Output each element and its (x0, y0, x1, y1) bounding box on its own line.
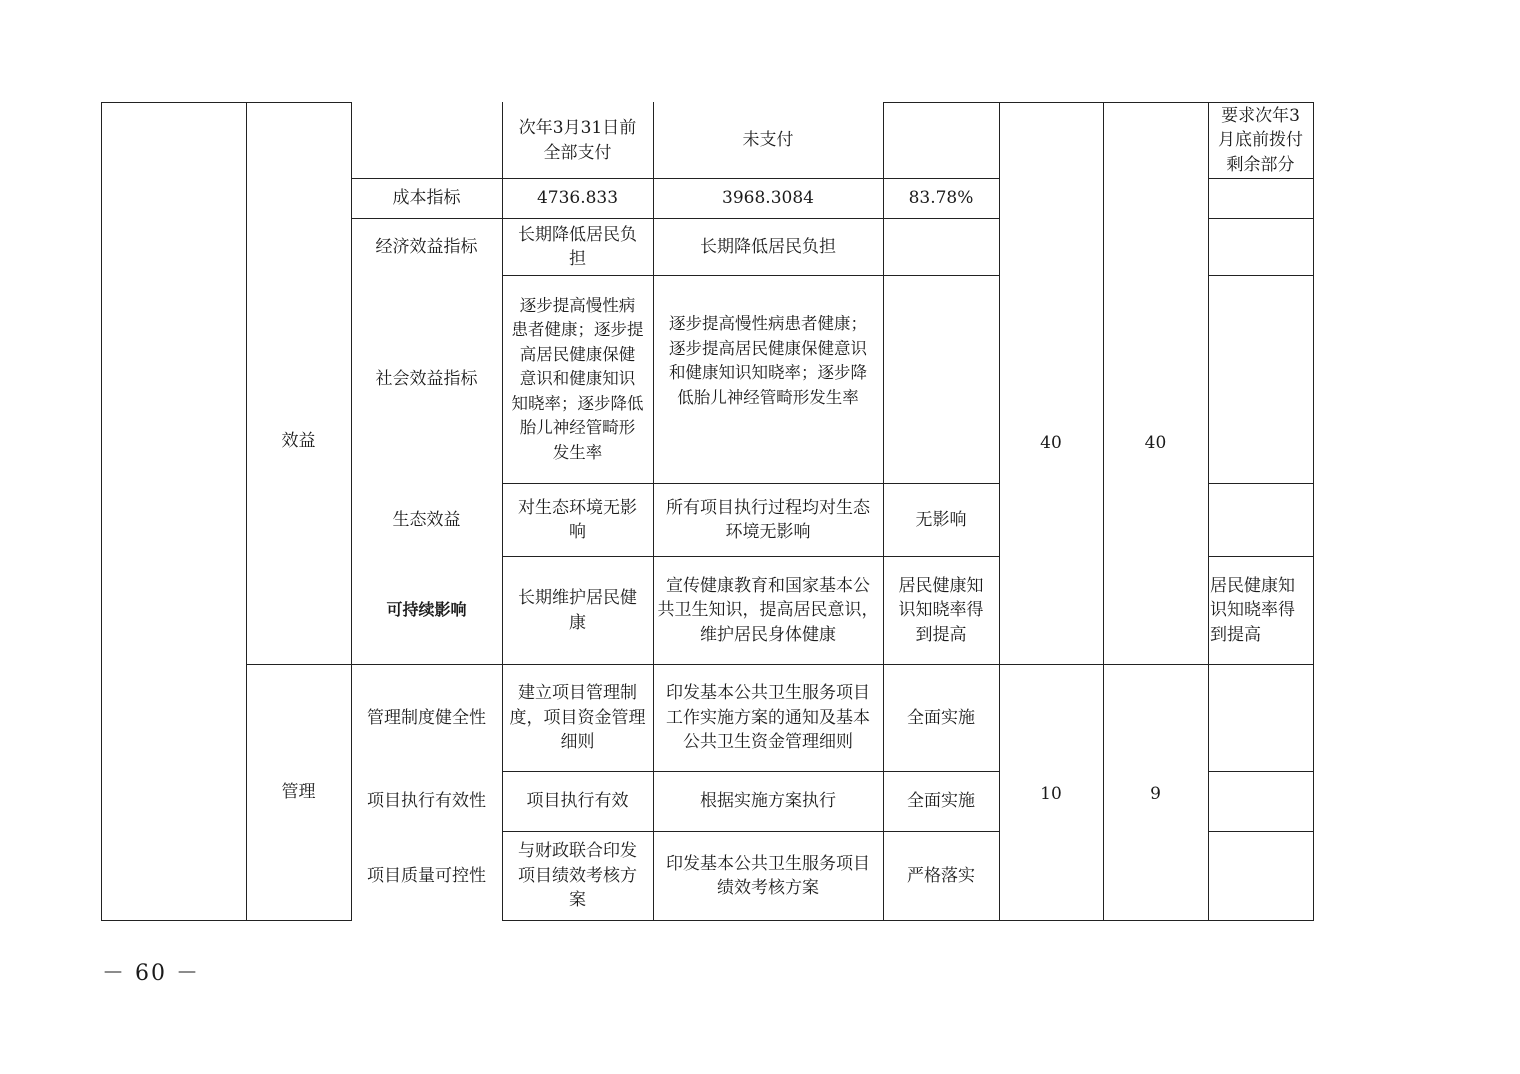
indicator-cell: 管理制度健全性 (367, 707, 486, 728)
actual-cell: 逐步提高慢性病患者健康； 逐步提高居民健康保健意识 和健康知识知晓率；逐步降 低胎儿神经管畸形发生率 (669, 314, 867, 407)
actual-cell: 印发基本公共卫生服务项目 工作实施方案的通知及基本 公共卫生资金管理细则 (666, 683, 870, 753)
score-cell: 无影响 (915, 509, 967, 530)
note-cell (1208, 772, 1313, 831)
actual-cell: 宣传健康教育和国家基本公 共卫生知识，提高居民意识， 维护居民身体健康 (657, 575, 879, 645)
score-cell: 严格落实 (907, 865, 975, 886)
group-score-management: 9 (1150, 783, 1161, 804)
indicator-cell: 生态效益 (392, 509, 461, 530)
group-weight-benefit: 40 (1040, 432, 1062, 453)
score-cell (883, 276, 999, 483)
target-cell: 4736.833 (536, 188, 619, 209)
target-cell: 与财政联合印发 项目绩效考核方 案 (518, 841, 637, 911)
table-border-left (101, 102, 102, 921)
score-cell: 83.78% (908, 188, 974, 209)
actual-cell: 长期降低居民负担 (700, 236, 836, 257)
target-cell: 次年3月31日前 全部支付 (518, 118, 637, 163)
note-cell: 要求次年3 月底前拨付 剩余部分 (1218, 105, 1303, 175)
target-cell: 对生态环境无影 响 (518, 497, 637, 542)
actual-cell: 3968.3084 (722, 188, 814, 209)
table-border-bottom (101, 920, 352, 921)
score-cell: 全面实施 (907, 791, 975, 812)
actual-cell: 所有项目执行过程均对生态 环境无影响 (666, 497, 870, 542)
group-label-benefit: 效益 (281, 430, 316, 451)
target-cell: 逐步提高慢性病 患者健康；逐步提 高居民健康保健 意识和健康知识 知晓率；逐步降低 胎儿神经管畸形 发生率 (511, 295, 644, 462)
page-number: － 60 － (102, 961, 200, 986)
table-border-right (1313, 102, 1314, 921)
note-cell (1208, 276, 1313, 483)
note-cell (1208, 665, 1313, 771)
actual-cell: 根据实施方案执行 (700, 791, 836, 812)
note-cell (1208, 484, 1313, 556)
score-cell: 全面实施 (907, 707, 975, 728)
target-cell: 长期维护居民健 康 (518, 588, 637, 633)
indicator-cell: 项目质量可控性 (367, 865, 486, 886)
score-cell: 居民健康知 识知晓率得 到提高 (898, 575, 984, 645)
note-cell (1208, 219, 1313, 275)
indicator-cell: 经济效益指标 (375, 236, 478, 257)
target-cell: 项目执行有效 (526, 791, 629, 812)
group-label-management: 管理 (281, 782, 316, 803)
target-cell: 长期降低居民负 担 (518, 224, 637, 269)
indicator-cell: 项目执行有效性 (367, 791, 486, 812)
score-cell (883, 219, 999, 275)
group-weight-management: 10 (1040, 783, 1062, 804)
score-cell (883, 103, 999, 178)
actual-cell: 未支付 (742, 130, 794, 151)
group-score-benefit: 40 (1144, 432, 1167, 453)
actual-cell: 印发基本公共卫生服务项目 绩效考核方案 (666, 853, 870, 898)
indicator-cell: 社会效益指标 (375, 369, 478, 390)
target-cell: 建立项目管理制 度，项目资金管理 细则 (509, 683, 646, 753)
note-cell (1208, 832, 1313, 920)
note-cell: 居民健康知 识知晓率得 到提高 (1210, 575, 1295, 645)
indicator-cell: 可持续影响 (386, 600, 467, 620)
indicator-cell: 成本指标 (392, 188, 461, 209)
note-cell (1208, 179, 1313, 218)
